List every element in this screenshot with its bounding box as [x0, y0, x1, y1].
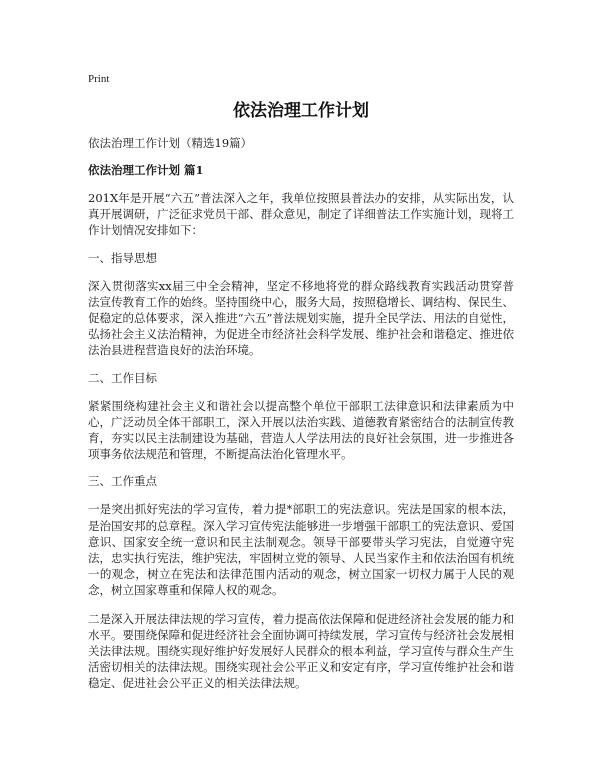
- document-title: 依法治理工作计划: [233, 101, 369, 121]
- print-label: Print: [88, 73, 110, 85]
- paragraph-laws-regulations: 二是深入开展法律法规的学习宣传，着力提高依法保障和促进经济社会发展的能力和水平。要围绕保障和促进经济社会全面协调可持续发展，学习宣传与经济社会发展相关法律法规。围绕实现好维护好发展好人民群众的根本利益，学习宣传与群众生产生活密切相关的法律法规。围绕实现社会公平正义和安定有序，学习宣传维护社会和谐稳定、促进社会公平正义的相关法律法规。: [88, 611, 514, 691]
- intro-paragraph: 201X年是开展“六五”普法深入之年，我单位按照县普法办的安排，从实际出发，认真开展调研，广泛征求党员干部、群众意见，制定了详细普法工作实施计划，现将工作计划情况安排如下：: [88, 191, 514, 238]
- paragraph-constitution: 一是突出抓好宪法的学习宣传，着力提*部职工的宪法意识。宪法是国家的根本法，是治国安邦的总章程。深入学习宣传宪法能够进一步增强干部职工的宪法意识、爱国意识、国家安全统一意识和民主法制观念。领导干部要带头学习宪法，自觉遵守宪法，忠实执行宪法，维护宪法，牢固树立党的领导、人民当家作主和依法治国有机统一的观念，树立在宪法和法律范围内活动的观念，树立国家一切权力属于人民的观念，树立国家尊重和保障人权的观念。: [88, 502, 514, 598]
- heading-work-goals: 二、工作目标: [88, 370, 157, 385]
- paragraph-work-goals: 紧紧围绕构建社会主义和谐社会以提高整个单位干部职工法律意识和法律素质为中心，广泛动员全体干部职工，深入开展以法治实践、道德教育紧密结合的法制宣传教育，夯实以民主法制建设为基础，营造人人学法用法的良好社会氛围，进一步推进各项事务依法规范和管理，不断提高法治化管理水平。: [88, 398, 514, 462]
- paragraph-guiding-ideology: 深入贯彻落实xx届三中全会精神，坚定不移地将党的群众路线教育实践活动贯穿普法宣传教育工作的始终。坚持围绕中心，服务大局，按照稳增长、调结构、保民生、促稳定的总体要求，深入推进“六五”普法规划实施，提升全民学法、用法的自觉性，弘扬社会主义法治精神，为促进全市经济社会科学发展、维护社会和谐稳定、推进依法治县进程营造良好的法治环境。: [88, 278, 514, 358]
- heading-work-focus: 三、工作重点: [88, 474, 157, 489]
- heading-guiding-ideology: 一、指导思想: [88, 250, 157, 265]
- section-heading: 依法治理工作计划 篇1: [88, 163, 204, 177]
- document-subtitle: 依法治理工作计划（精选19篇）: [88, 136, 253, 150]
